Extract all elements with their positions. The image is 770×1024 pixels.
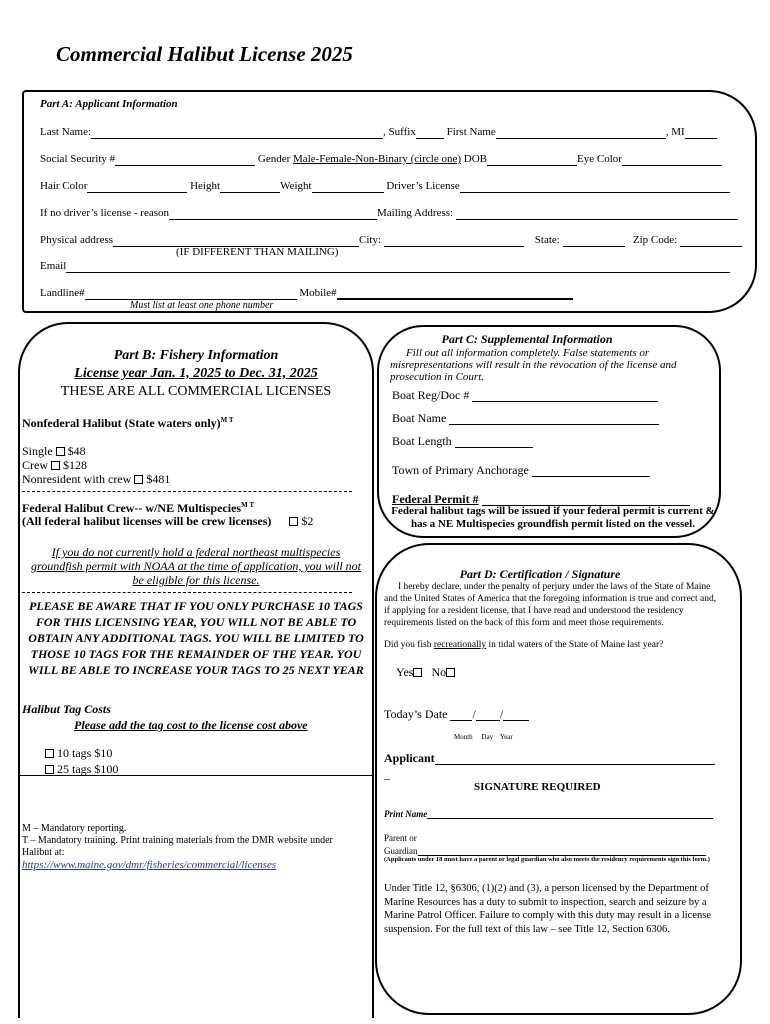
dob-field[interactable] <box>487 155 577 166</box>
suffix-label: , Suffix <box>383 126 416 138</box>
part-a-box <box>22 90 757 313</box>
dashed-divider-2 <box>22 592 352 593</box>
applicant-dash: _ <box>384 767 390 781</box>
guardian-row <box>384 845 706 856</box>
federal-crew-sub: (All federal halibut licenses will be crew licenses) <box>22 514 272 528</box>
single-label: Single <box>22 444 53 458</box>
crew-price: $128 <box>63 458 87 472</box>
yes-label: Yes <box>396 665 414 679</box>
year-caption: Year <box>499 733 513 741</box>
email-label: Email <box>40 260 67 272</box>
print-name-label: Print Name <box>384 809 428 819</box>
boat-name-label: Boat Name <box>392 411 447 425</box>
nonfederal-sup: M T <box>220 416 234 424</box>
no-license-row <box>40 207 738 220</box>
nonresident-price: $481 <box>146 472 171 486</box>
print-name-field[interactable] <box>427 808 713 819</box>
boat-reg-field[interactable] <box>472 391 658 402</box>
mobile-field[interactable] <box>337 288 573 300</box>
guardian-label: Guardian <box>384 846 418 856</box>
federal-permit-label: Federal Permit # <box>392 492 479 506</box>
first-name-label: First Name <box>446 126 496 138</box>
license-year: License year Jan. 1, 2025 to Dec. 31, 2025 <box>74 366 318 381</box>
last-name-label: Last Name: <box>40 126 92 138</box>
no-label: No <box>431 665 447 679</box>
part-c-instructions: Fill out all information completely. False statements or misrepresentations will result in the revocation of the license and prosecution in Court. <box>390 347 677 383</box>
ssn-row <box>40 153 722 166</box>
mi-field[interactable] <box>685 128 717 139</box>
tags-25-checkbox[interactable] <box>45 765 54 774</box>
first-name-field[interactable] <box>496 128 666 139</box>
date-day-field[interactable] <box>476 710 500 721</box>
part-a-heading: Part A: Applicant Information <box>40 98 178 110</box>
mi-label: MI <box>671 126 685 138</box>
parent-label: Parent or <box>384 833 417 843</box>
ssn-label: Social Security # <box>40 153 116 165</box>
federal-crew-label: Federal Halibut Crew-- w/NE Multispecies <box>22 501 242 515</box>
tag-costs-note: Please add the tag cost to the license cost above <box>74 718 308 732</box>
no-license-label: If no driver’s license - reason <box>40 207 169 219</box>
gender-options[interactable]: Male-Female-Non-Binary (circle one) <box>293 153 462 165</box>
crew-checkbox[interactable] <box>51 461 60 470</box>
crew-label: Crew <box>22 458 48 472</box>
mandatory-reporting-note: M – Mandatory reporting. <box>22 823 127 834</box>
single-option <box>22 444 86 458</box>
town-field[interactable] <box>532 466 650 477</box>
guardian-note: (Applicants under 18 must have a parent or legal guardian who also meets the residency requirements sign this form.) <box>384 856 710 863</box>
boat-length-row <box>392 434 533 448</box>
weight-label: Weight <box>280 180 312 192</box>
federal-crew-heading <box>22 498 254 515</box>
weight-field[interactable] <box>312 182 384 193</box>
applicant-row <box>384 751 715 765</box>
state-field[interactable] <box>563 236 625 247</box>
applicant-signature-field[interactable] <box>435 754 715 765</box>
federal-crew-sup: M T <box>241 501 254 509</box>
boat-reg-row <box>392 388 658 402</box>
dashed-divider <box>22 491 352 492</box>
dob-label: DOB <box>463 153 487 165</box>
tags-10-option <box>42 746 112 760</box>
boat-name-row <box>392 411 659 425</box>
city-field[interactable] <box>384 236 524 247</box>
tags-10-checkbox[interactable] <box>45 749 54 758</box>
tags-25-option <box>42 762 118 776</box>
height-field[interactable] <box>220 182 280 193</box>
mailing-address-label: Mailing Address: <box>377 207 454 219</box>
zip-label: Zip Code: <box>632 234 678 246</box>
yes-checkbox[interactable] <box>413 668 422 677</box>
landline-label: Landline# <box>40 287 85 299</box>
nonresident-option <box>22 472 170 486</box>
suffix-field[interactable] <box>416 128 444 139</box>
rec-question-post: in tidal waters of the State of Maine last year? <box>486 640 664 650</box>
town-row <box>392 463 650 477</box>
boat-length-label: Boat Length <box>392 434 452 448</box>
date-month-field[interactable] <box>450 710 472 721</box>
city-label: City: <box>359 234 382 246</box>
gender-label: Gender <box>257 153 291 165</box>
guardian-signature-field[interactable] <box>418 845 706 856</box>
todays-date-row: Today’s Date / / <box>384 707 529 721</box>
signature-required: SIGNATURE REQUIRED <box>474 781 601 793</box>
boat-length-field[interactable] <box>455 437 533 448</box>
single-price: $48 <box>67 444 86 458</box>
date-year-field[interactable] <box>503 710 529 721</box>
boat-reg-label: Boat Reg/Doc # <box>392 388 470 402</box>
no-license-field[interactable] <box>169 209 377 220</box>
eye-color-label: Eye Color <box>577 153 622 165</box>
rec-question-underlined: recreationally <box>433 640 487 650</box>
phone-row <box>40 287 573 300</box>
no-checkbox[interactable] <box>446 668 455 677</box>
federal-tags-note: Federal halibut tags will be issued if your federal permit is current & has a NE Multispecies groundfish permit listed on the vessel. <box>391 505 715 530</box>
day-caption: Day <box>481 733 494 741</box>
town-label: Town of Primary Anchorage <box>392 463 529 477</box>
tags-10-label: 10 tags $10 <box>57 746 113 760</box>
tag-costs-heading: Halibut Tag Costs <box>22 702 111 716</box>
federal-crew-option <box>22 514 313 528</box>
declaration-text: I hereby declare, under the penalty of perjury under the laws of the State of Maine and the United States of America that the foregoing information is true and correct and, if applying for a resident license, that I have read and understood the residency requirements listed on the back of this form and meet those requirements. <box>384 582 717 628</box>
physical-row <box>40 234 742 247</box>
drivers-license-label: Driver’s License <box>386 180 460 192</box>
mailing-address-field[interactable] <box>456 209 738 220</box>
yes-no-row <box>396 665 458 679</box>
recreational-question <box>384 640 663 650</box>
eye-color-field[interactable] <box>622 155 722 166</box>
height-label: Height <box>190 180 221 192</box>
if-different-note: (IF DIFFERENT THAN MAILING) <box>176 246 339 258</box>
rec-question-pre: Did you fish <box>384 640 434 650</box>
tags-25-label: 25 tags $100 <box>57 762 119 776</box>
print-name-row <box>384 808 713 819</box>
title12-notice: Under Title 12, §6306, (1)(2) and (3), a person licensed by the Department of Marine Resources has a duty to submit to inspection, search and seizure by a Marine Patrol Officer. Failure to comply with this duty may result in a license suspension. For the full text of this law – see Title 12, Section 6306. <box>384 883 711 935</box>
ssn-field[interactable] <box>115 155 255 166</box>
federal-crew-checkbox[interactable] <box>289 517 298 526</box>
nonresident-label: Nonresident with crew <box>22 472 132 486</box>
part-d-heading: Part D: Certification / Signature <box>459 567 621 581</box>
hair-color-label: Hair Color <box>40 180 88 192</box>
applicant-label: Applicant <box>384 751 435 765</box>
month-caption: Month <box>454 733 473 741</box>
landline-field[interactable] <box>85 289 297 300</box>
state-label: State: <box>534 234 560 246</box>
hair-row <box>40 180 730 193</box>
todays-date-label: Today’s Date <box>384 707 448 721</box>
last-name-field[interactable] <box>91 128 383 139</box>
page-title: Commercial Halibut License 2025 <box>56 42 353 66</box>
mobile-label: Mobile# <box>299 287 337 299</box>
phone-note: Must list at least one phone number <box>130 300 274 311</box>
drivers-license-field[interactable] <box>460 182 730 193</box>
last-name-row: Last Name: , Suffix First Name , MI <box>40 126 717 139</box>
crew-option <box>22 458 87 472</box>
federal-permit-row <box>392 492 690 506</box>
nonfederal-heading <box>22 413 234 430</box>
email-row <box>40 260 730 273</box>
federal-price: $2 <box>301 514 314 528</box>
mandatory-training-note: T – Mandatory training. Print training materials from the DMR website under Halibut at: <box>22 835 333 858</box>
tag-warning: PLEASE BE AWARE THAT IF YOU ONLY PURCHASE 10 TAGS FOR THIS LICENSING YEAR, YOU WILL NOT BE ABLE TO OBTAIN ANY ADDITIONAL TAGS. YOU WILL BE LIMITED TO THOSE 10 TAGS FOR THE REMAINDER OF THE YEAR. YOU WILL BE ABLE TO INCREASE YOUR TAGS TO 25 NEXT YEAR <box>28 599 364 677</box>
boat-name-field[interactable] <box>449 414 659 425</box>
hair-color-field[interactable] <box>87 182 187 193</box>
nonfederal-label: Nonfederal Halibut (State waters only) <box>22 416 221 430</box>
zip-field[interactable] <box>680 236 742 247</box>
email-field[interactable] <box>66 262 730 273</box>
dmr-website-link[interactable]: https://www.maine.gov/dmr/fisheries/commercial/licenses <box>22 859 277 871</box>
noaa-note: If you do not currently hold a federal northeast multispecies groundfish permit with NOAA at the time of application, you will not be eligible for this license. <box>31 545 361 587</box>
date-captions <box>454 733 513 741</box>
single-checkbox[interactable] <box>56 447 65 456</box>
physical-address-label: Physical address <box>40 234 114 246</box>
part-c-heading: Part C: Supplemental Information <box>441 332 613 346</box>
nonresident-checkbox[interactable] <box>134 475 143 484</box>
all-commercial-note: THESE ARE ALL COMMERCIAL LICENSES <box>60 384 332 399</box>
part-b-heading: Part B: Fishery Information <box>113 348 279 363</box>
